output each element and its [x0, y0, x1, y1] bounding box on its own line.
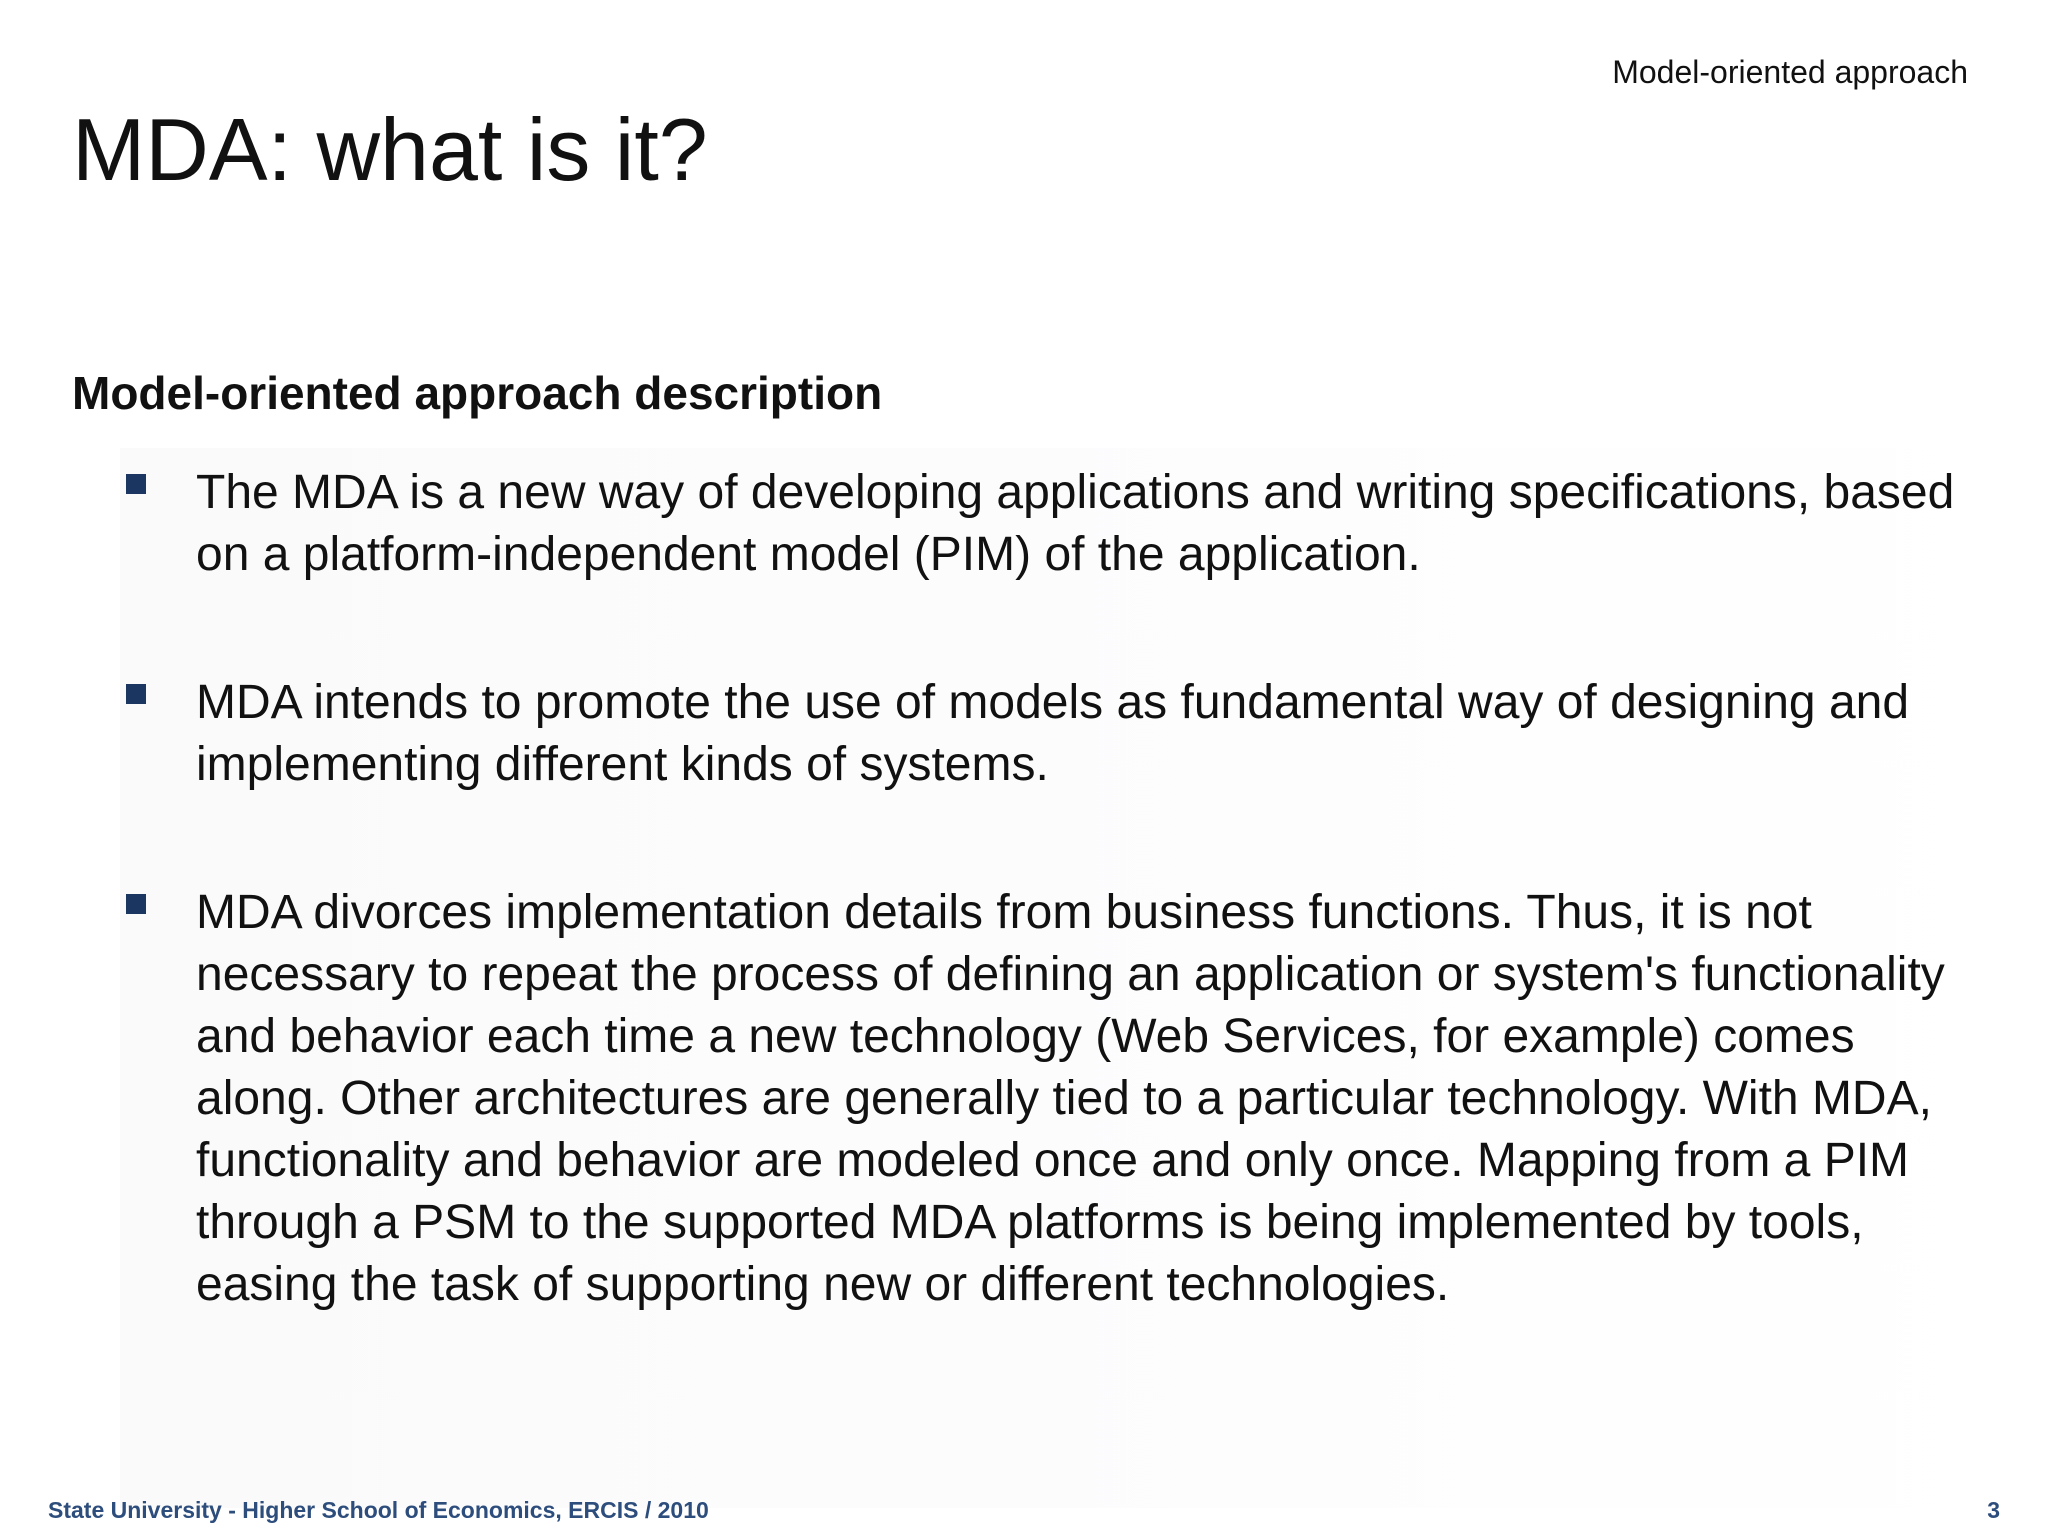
bullet-text: MDA intends to promote the use of models as fundamental way of designing and implementing different kinds of systems.: [196, 676, 1910, 791]
bullet-item: [122, 882, 1962, 1316]
bullet-list: [122, 462, 1962, 1402]
square-bullet-icon: [126, 684, 146, 704]
square-bullet-icon: [126, 474, 146, 494]
slide-title: MDA: what is it?: [72, 100, 708, 199]
page-number: 3: [1987, 1497, 2000, 1523]
square-bullet-icon: [126, 894, 146, 914]
bullet-item: [122, 672, 1962, 796]
bullet-item: [122, 462, 1962, 586]
section-label: Model-oriented approach: [1612, 54, 1968, 90]
section-subtitle: Model-oriented approach description: [72, 367, 883, 419]
bullet-text: The MDA is a new way of developing applications and writing specifications, based on a platform-independent model (PIM) of the application.: [196, 466, 1955, 581]
bullet-text: MDA divorces implementation details from business functions. Thus, it is not necessary to repeat the process of defining an application or system's functionality and behavior each time a new technology (Web Services, for example) comes along. Other architectures are generally tied to a particular technology. With MDA, functionality and behavior are modeled once and only once. Mapping from a PIM through a PSM to the supported MDA platforms is being implemented by tools, easing the task of supporting new or different technologies.: [196, 886, 1945, 1311]
footer-organization: State University - Higher School of Economics, ERCIS / 2010: [48, 1497, 709, 1523]
